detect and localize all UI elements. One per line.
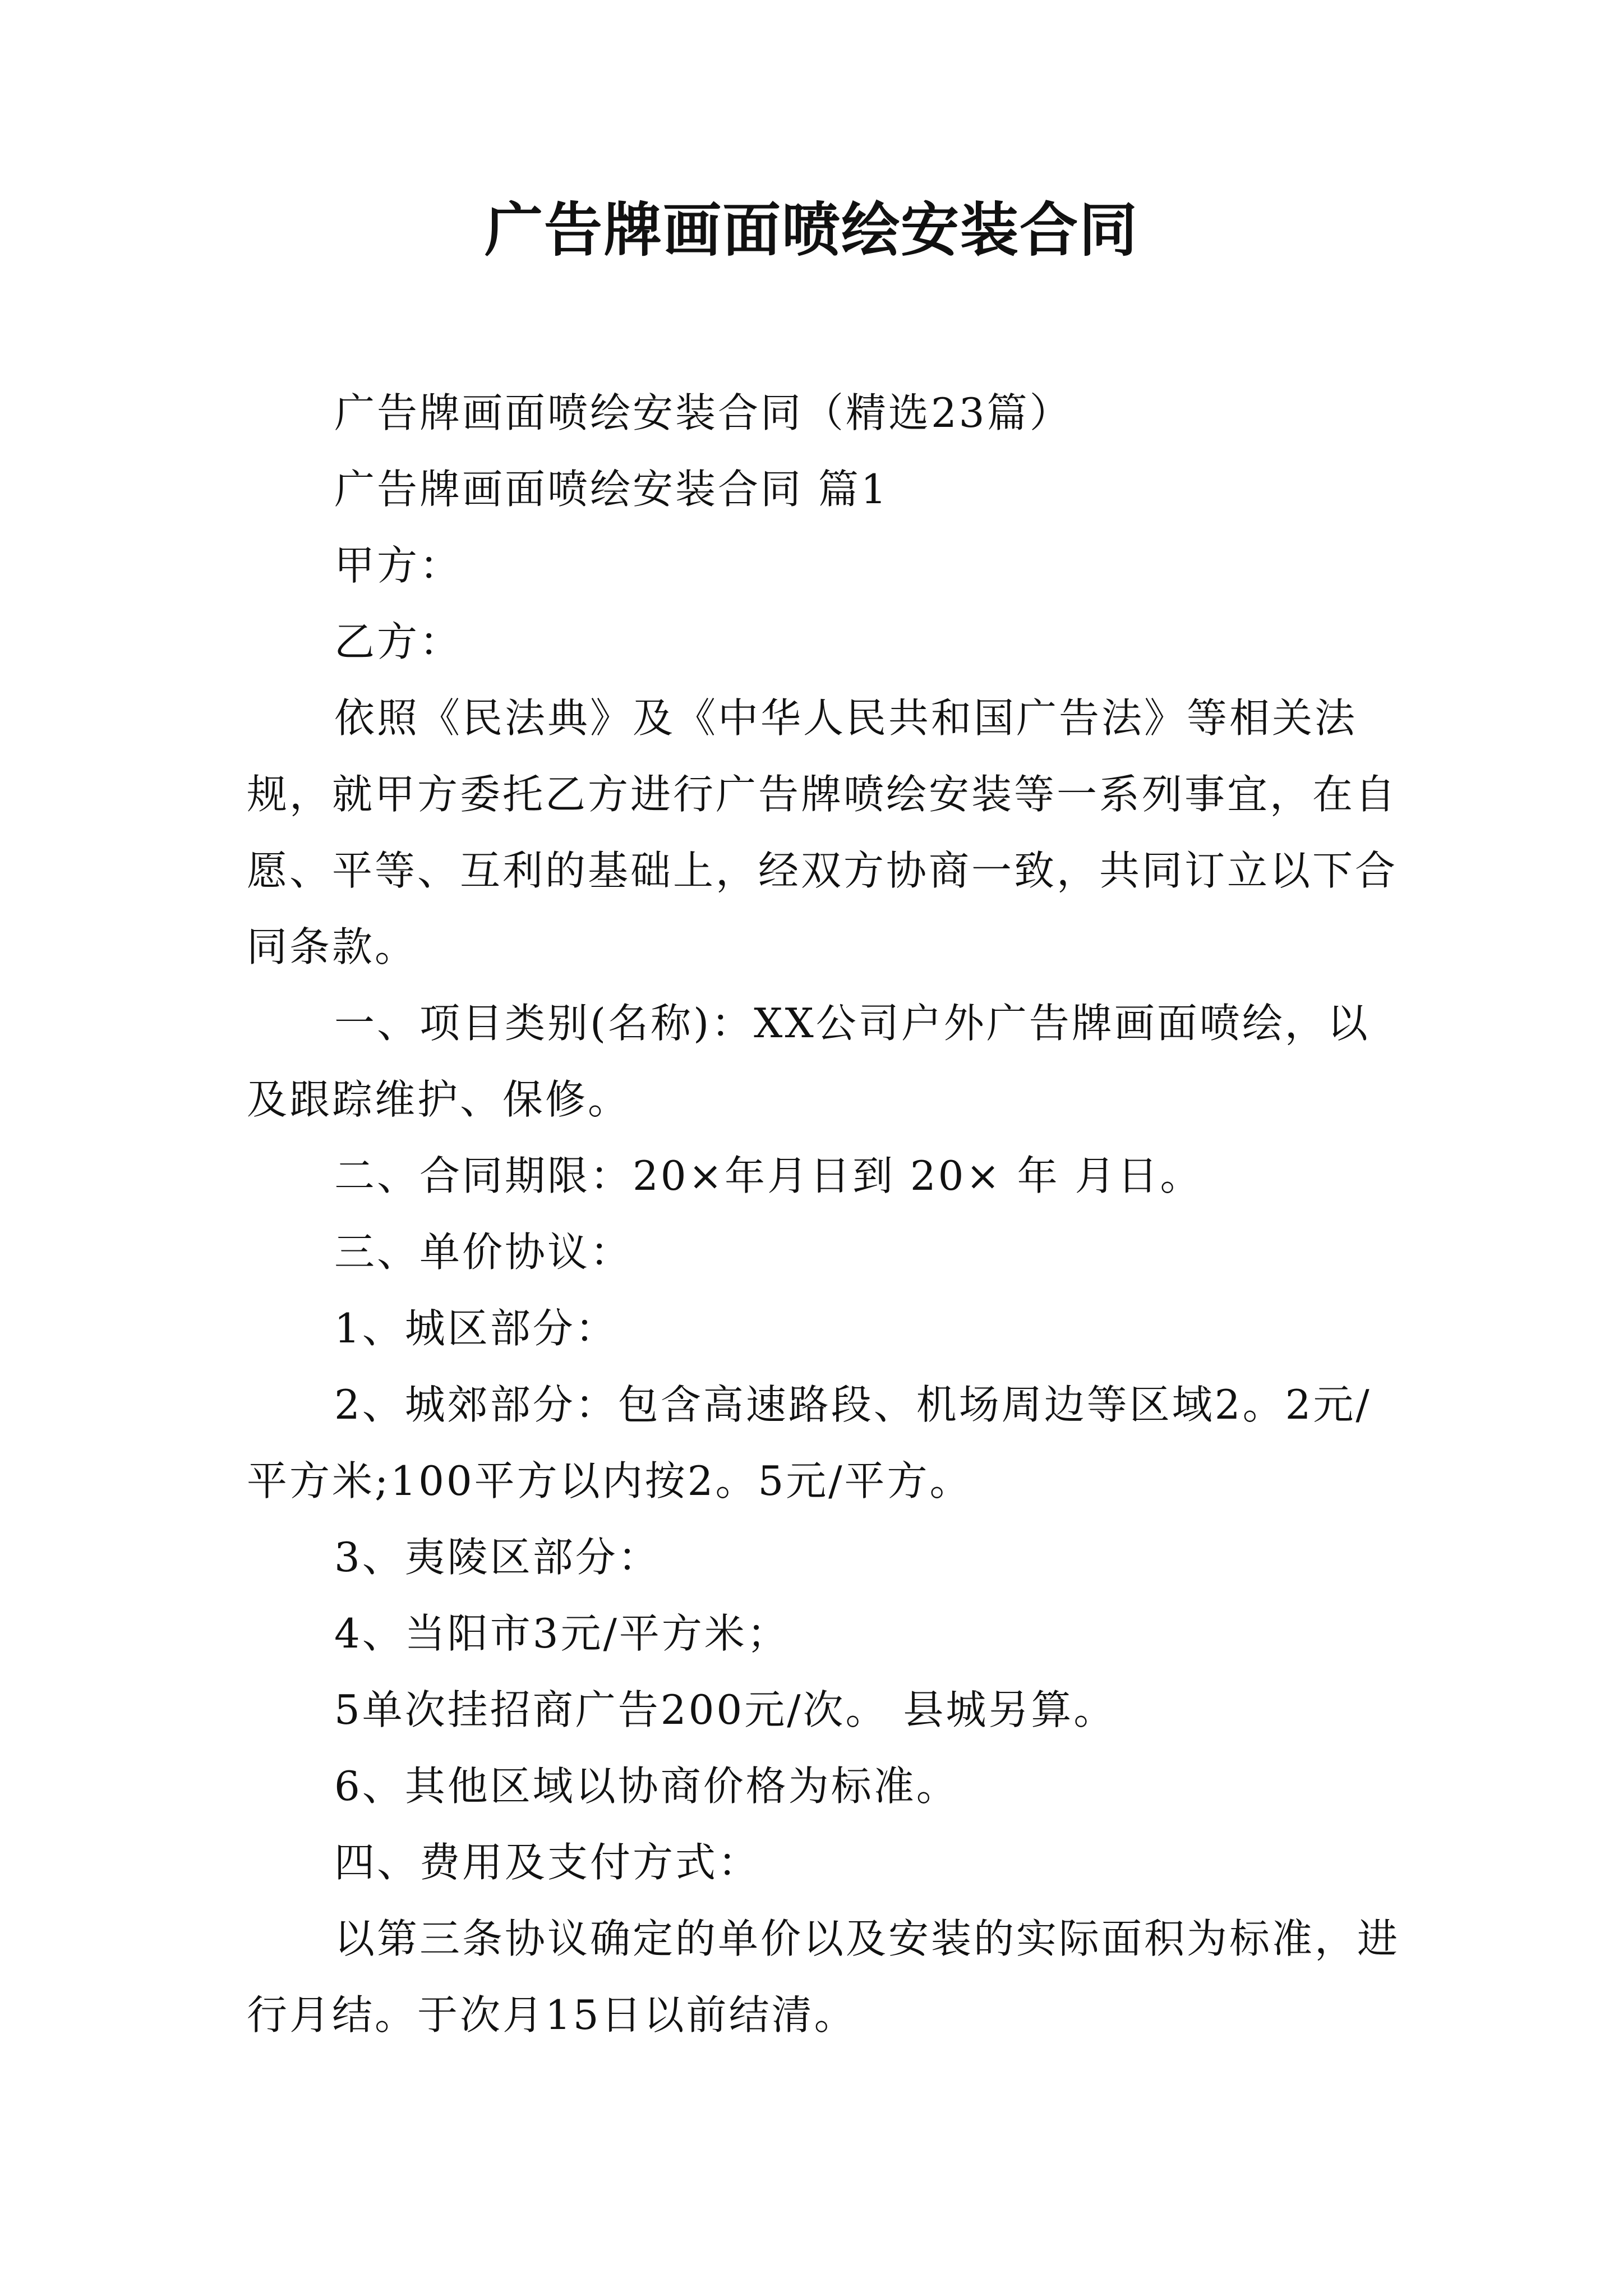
paragraph-clause-3: 三、单价协议： — [334, 1228, 633, 1276]
paragraph-item-5: 5单次挂招商广告200元/次。 县城另算。 — [334, 1686, 1117, 1733]
paragraph-party-b: 乙方： — [334, 618, 463, 665]
paragraph-item-1: 1、城区部分： — [334, 1305, 618, 1352]
paragraph-party-a: 甲方： — [334, 542, 463, 589]
document-body — [247, 375, 1402, 2053]
paragraph-clause-4: 四、费用及支付方式： — [334, 1839, 761, 1886]
paragraph-subtitle: 广告牌画面喷绘安装合同（精选23篇） — [334, 389, 1072, 436]
paragraph-payment: 以第三条协议确定的单价以及安装的实际面积为标准，进行月结。于次月15日以前结清。 — [247, 1915, 1400, 2039]
paragraph-item-6: 6、其他区域以协商价格为标准。 — [334, 1763, 959, 1810]
document-title: 广告牌画面喷绘安装合同 — [484, 195, 1138, 264]
paragraph-clause-2: 二、合同期限：20×年月日到 20× 年 月日。 — [334, 1152, 1203, 1199]
paragraph-clause-1: 一、项目类别(名称)：XX公司户外广告牌画面喷绘，以及跟踪维护、保修。 — [247, 1000, 1370, 1123]
paragraph-item-4: 4、当阳市3元/平方米； — [334, 1610, 790, 1657]
paragraph-section-heading: 广告牌画面喷绘安装合同 篇1 — [334, 466, 889, 513]
paragraph-item-3: 3、夷陵区部分： — [334, 1534, 661, 1581]
paragraph-item-2: 2、城郊部分：包含高速路段、机场周边等区域2。2元/平方米;100平方以内按2。5元/平方。 — [247, 1381, 1372, 1504]
paragraph-preamble: 依照《民法典》及《中华人民共和国广告法》等相关法规，就甲方委托乙方进行广告牌喷绘安装等一系列事宜，在自愿、平等、互利的基础上，经双方协商一致，共同订立以下合同条款。 — [247, 694, 1398, 970]
